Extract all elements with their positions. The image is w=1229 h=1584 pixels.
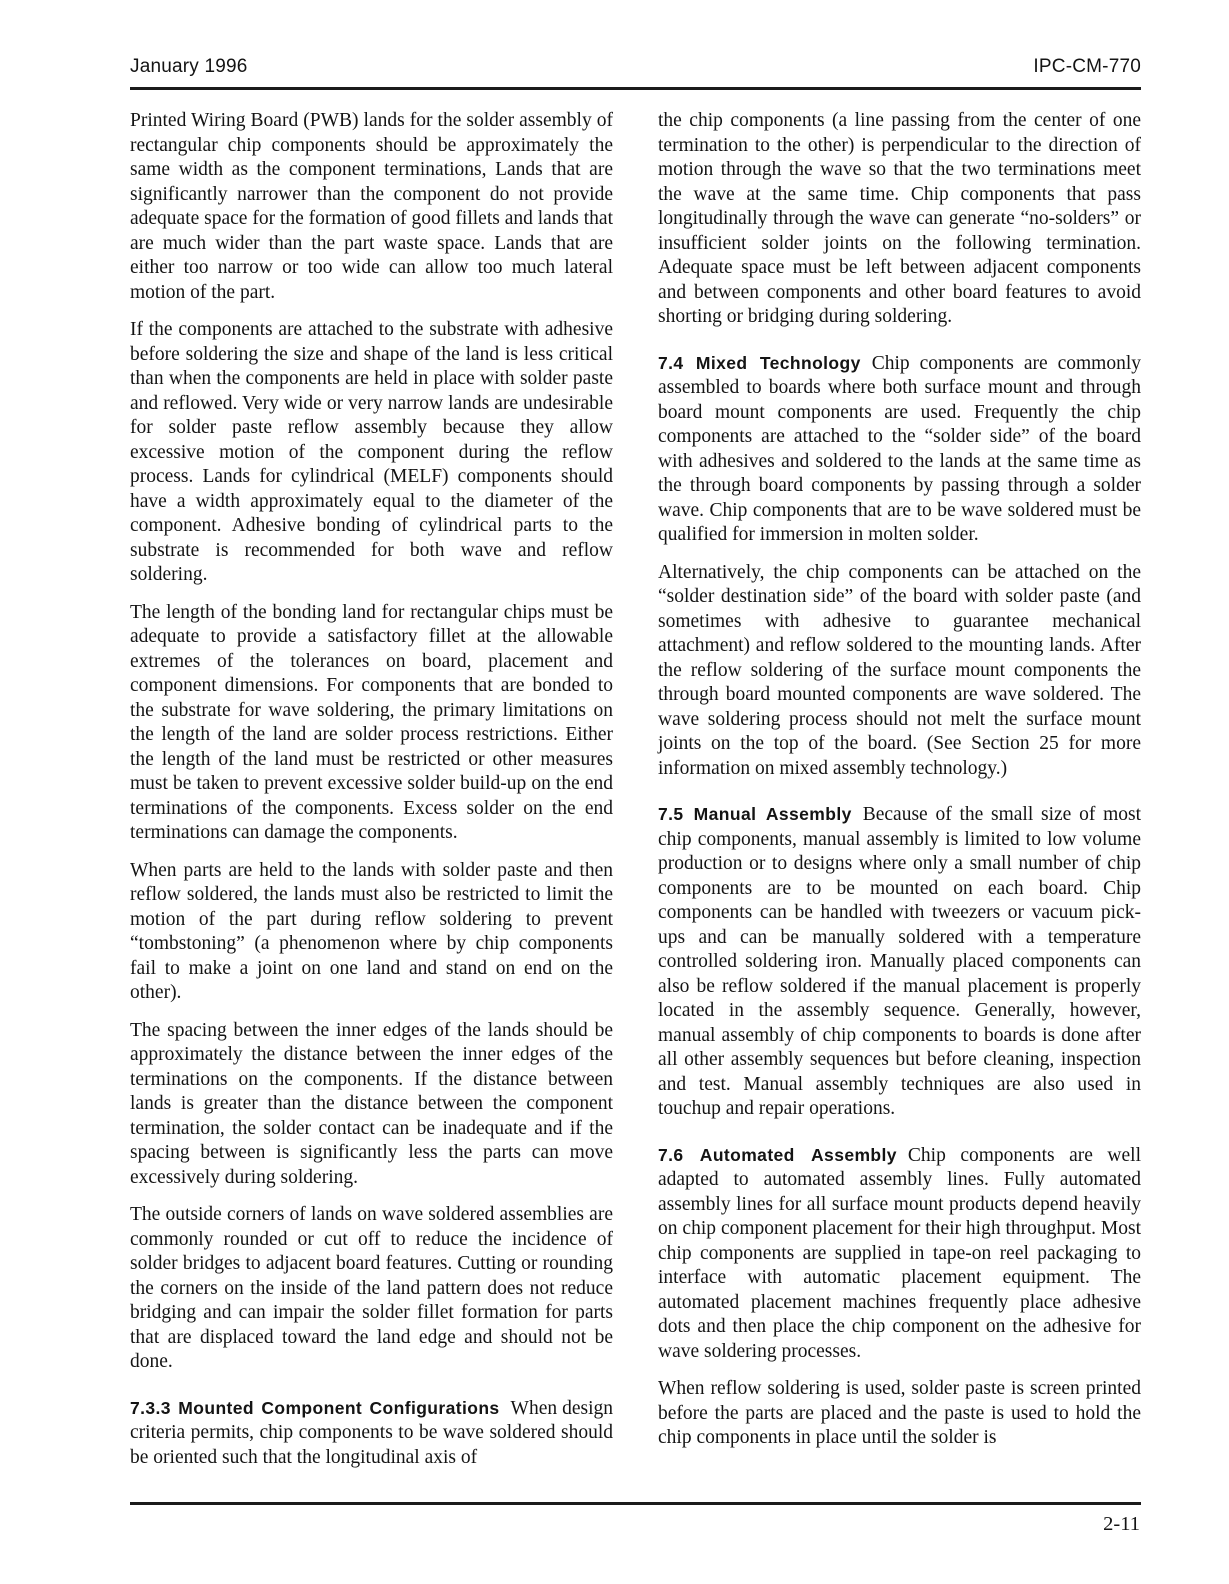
header-doc-number: IPC-CM-770 [1033,56,1141,77]
section-heading-7-6: 7.6 Automated Assembly [658,1144,897,1165]
right-column [658,109,1141,1483]
paragraph-text: Because of the small size of most chip components, manual assembly is limited to low volume production or to designs where only a small number of chip components are to be mounted on each board. Chip components can be handled with tweezers or vacuum pick-ups and can be manually soldered with a temperature controlled soldering iron. Manually placed components can also be reflow soldered if the manual placement is properly located in the assembly sequence. Generally, however, manual assembly of chip components to boards is done after all other assembly sequences but before cleaning, inspection and test. Manual assembly techniques are also used in touchup and repair operations. [658,804,1142,1119]
paragraph [658,1377,1141,1451]
section-paragraph-7-6 [658,1143,1141,1365]
paragraph [130,109,613,305]
page-header [130,56,1141,78]
footer-rule [130,1502,1141,1505]
header-date: January 1996 [130,56,248,77]
paragraph-text: Chip components are commonly assembled to boards where both surface mount and through board mount components are used. Frequently the chip components are attached to the “solder side” of the board with adhesives and soldered to the lands at the same time as the through board components by passing through a solder wave. Chip components that are to be wave soldered must be qualified for immersion in molten solder. [658,352,1142,545]
two-column-body [130,109,1141,1483]
section-paragraph-7-5 [658,802,1141,1122]
paragraph-text: When design criteria permits, chip components to be wave soldered should be oriented such that the longitudinal axis of [130,1397,613,1468]
paragraph [130,1019,613,1191]
paragraph-text: The length of the bonding land for rectangular chips must be adequate to provide a satisfactory fillet at the allowable extremes of the tolerances on board, placement and component dimensions. For components that are bonded to the substrate for wave soldering, the primary limitations on the length of the land are solder process restrictions. Either the length of the land must be restricted or other measures must be taken to prevent excessive solder build-up on the end terminations of the components. Excess solder on the end terminations can damage the components. [130,601,613,843]
section-heading-7-5: 7.5 Manual Assembly [658,804,852,824]
paragraph-text: Chip components are well adapted to automated assembly lines. Fully automated assembly lines for all surface mount products depend heavily on chip component placement for their high throughput. Most chip components are supplied in tape-on reel packaging to interface with automatic placement equipment. The automated placement machines frequently place adhesive dots and then place the chip component on the adhesive for wave soldering processes. [658,1144,1141,1362]
paragraph-text: When parts are held to the lands with solder paste and then reflow soldered, the lands must also be restricted to limit the motion of the part during reflow soldering to prevent “tombstoning” (a phenomenon where by chip components fail to make a joint on one land and stand on end on the other). [130,859,613,1003]
header-rule [130,87,1141,90]
paragraph-text: the chip components (a line passing from the center of one termination to the other) is perpendicular to the direction of motion through the wave so that the two terminations meet the wave at the same time. Chip components that pass longitudinally through the wave can generate “no-solders” or insufficient solder joints on the following termination. Adequate space must be left between adjacent components and between components and other board features to avoid shorting or bridging during soldering. [658,110,1141,327]
paragraph [130,1203,613,1375]
section-paragraph-7-3-3 [130,1396,613,1471]
section-heading-7-4: 7.4 Mixed Technology [658,352,861,373]
paragraph [130,859,613,1006]
paragraph [130,318,613,588]
paragraph [658,109,1141,330]
left-column [130,109,613,1483]
paragraph [130,601,613,846]
section-paragraph-7-4 [658,351,1141,548]
paragraph-text: The spacing between the inner edges of the lands should be approximately the distance between the inner edges of the terminations on the components. If the distance between lands is greater than the distance between the component termination, the solder contact can be inadequate and if the spacing between is significantly less the parts can move excessively during soldering. [130,1019,613,1188]
paragraph-text: Alternatively, the chip components can be attached on the “solder destination side” of the board with solder paste (and sometimes with adhesive to guarantee mechanical attachment) and reflow soldered to the mounting lands. After the reflow soldering of the surface mount components the through board mounted components are wave soldered. The wave soldering process should not melt the surface mount joints on the top of the board. (See Section 25 for more information on mixed assembly technology.) [658,561,1141,779]
paragraph-text: The outside corners of lands on wave soldered assemblies are commonly rounded or cut off to reduce the incidence of solder bridges to adjacent board features. Cutting or rounding the corners on the inside of the land pattern does not reduce bridging and can impair the solder fillet formation for parts that are displaced toward the land edge and should not be done. [130,1204,613,1372]
paragraph [658,561,1141,782]
paragraph-text: If the components are attached to the substrate with adhesive before soldering the size and shape of the land is less critical than when the components are held in place with solder paste and reflowed. Very wide or very narrow lands are undesirable for solder paste reflow assembly because they allow excessive motion of the component during the reflow process. Lands for cylindrical (MELF) components should have a width approximately equal to the diameter of the component. Adhesive bonding of cylindrical parts to the substrate is recommended for both wave and reflow soldering. [130,319,613,585]
page-number: 2-11 [1103,1513,1140,1535]
section-heading-7-3-3: 7.3.3 Mounted Component Configurations [130,1397,500,1418]
paragraph-text: When reflow soldering is used, solder paste is screen printed before the parts are placed and the paste is used to hold the chip components in place until the solder is [658,1378,1141,1448]
paragraph-text: Printed Wiring Board (PWB) lands for the solder assembly of rectangular chip components should be approximately the same width as the component terminations, Lands that are significantly narrower than the component do not provide adequate space for the formation of good fillets and lands that are much wider than the part waste space. Lands that are either too narrow or too wide can allow too much lateral motion of the part. [130,110,614,303]
